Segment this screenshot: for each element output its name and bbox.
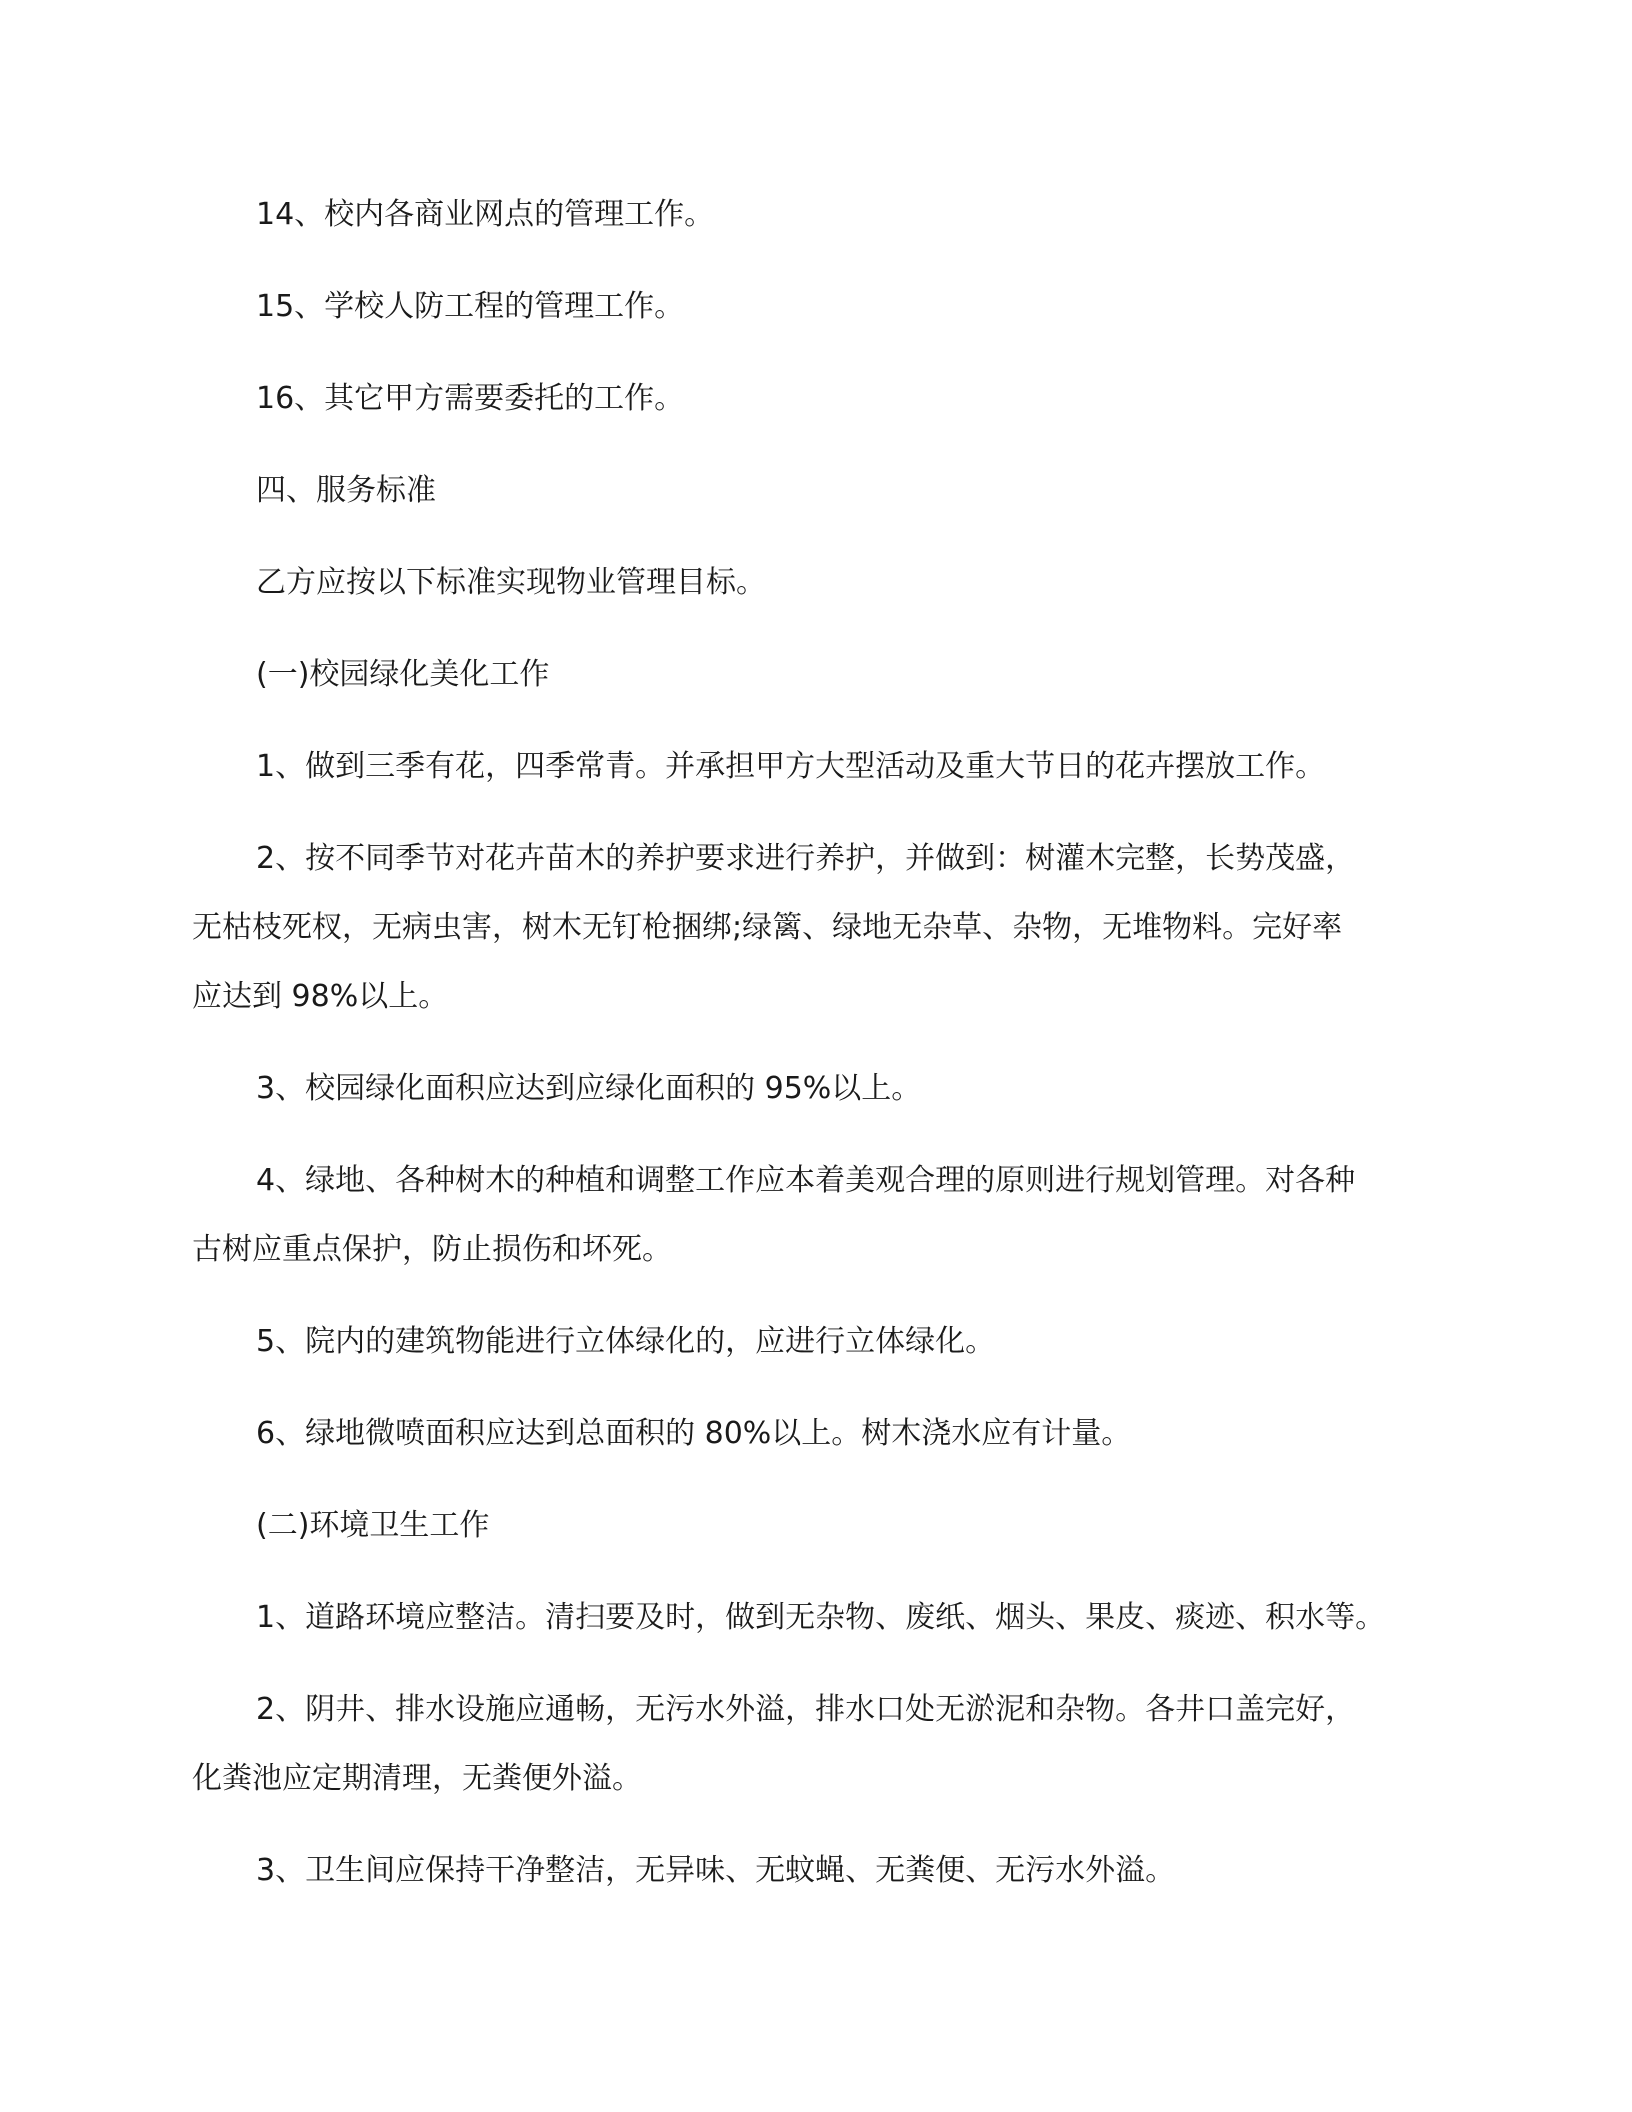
paragraph-item-14: 14、校内各商业网点的管理工作。 <box>256 197 715 232</box>
sanitation-item-1: 1、道路环境应整洁。清扫要及时，做到无杂物、废纸、烟头、果皮、痰迹、积水等。 <box>256 1600 1386 1635</box>
greening-item-4-line-2: 古树应重点保护，防止损伤和坏死。 <box>192 1232 672 1267</box>
greening-item-6: 6、绿地微喷面积应达到总面积的 80%以上。树木浇水应有计量。 <box>256 1416 1132 1451</box>
greening-item-2-line-1: 2、按不同季节对花卉苗木的养护要求进行养护，并做到：树灌木完整，长势茂盛， <box>256 841 1356 876</box>
greening-item-2-line-3: 应达到 98%以上。 <box>192 979 449 1014</box>
sanitation-item-3: 3、卫生间应保持干净整洁，无异味、无蚊蝇、无粪便、无污水外溢。 <box>256 1853 1176 1888</box>
subsection-heading-sanitation: (二)环境卫生工作 <box>256 1508 490 1543</box>
sanitation-item-2-line-1: 2、阴井、排水设施应通畅，无污水外溢，排水口处无淤泥和杂物。各井口盖完好， <box>256 1692 1356 1727</box>
greening-item-2-line-2: 无枯枝死杈，无病虫害，树木无钉枪捆绑;绿篱、绿地无杂草、杂物，无堆物料。完好率 <box>192 910 1343 945</box>
paragraph-intro: 乙方应按以下标准实现物业管理目标。 <box>256 565 766 600</box>
section-heading-service-standard: 四、服务标准 <box>256 473 436 508</box>
subsection-heading-greening: (一)校园绿化美化工作 <box>256 657 550 692</box>
greening-item-5: 5、院内的建筑物能进行立体绿化的，应进行立体绿化。 <box>256 1324 996 1359</box>
paragraph-item-15: 15、学校人防工程的管理工作。 <box>256 289 685 324</box>
greening-item-4-line-1: 4、绿地、各种树木的种植和调整工作应本着美观合理的原则进行规划管理。对各种 <box>256 1163 1356 1198</box>
sanitation-item-2-line-2: 化粪池应定期清理，无粪便外溢。 <box>192 1761 642 1796</box>
paragraph-item-16: 16、其它甲方需要委托的工作。 <box>256 381 685 416</box>
greening-item-3: 3、校园绿化面积应达到应绿化面积的 95%以上。 <box>256 1071 922 1106</box>
greening-item-1: 1、做到三季有花，四季常青。并承担甲方大型活动及重大节日的花卉摆放工作。 <box>256 749 1326 784</box>
